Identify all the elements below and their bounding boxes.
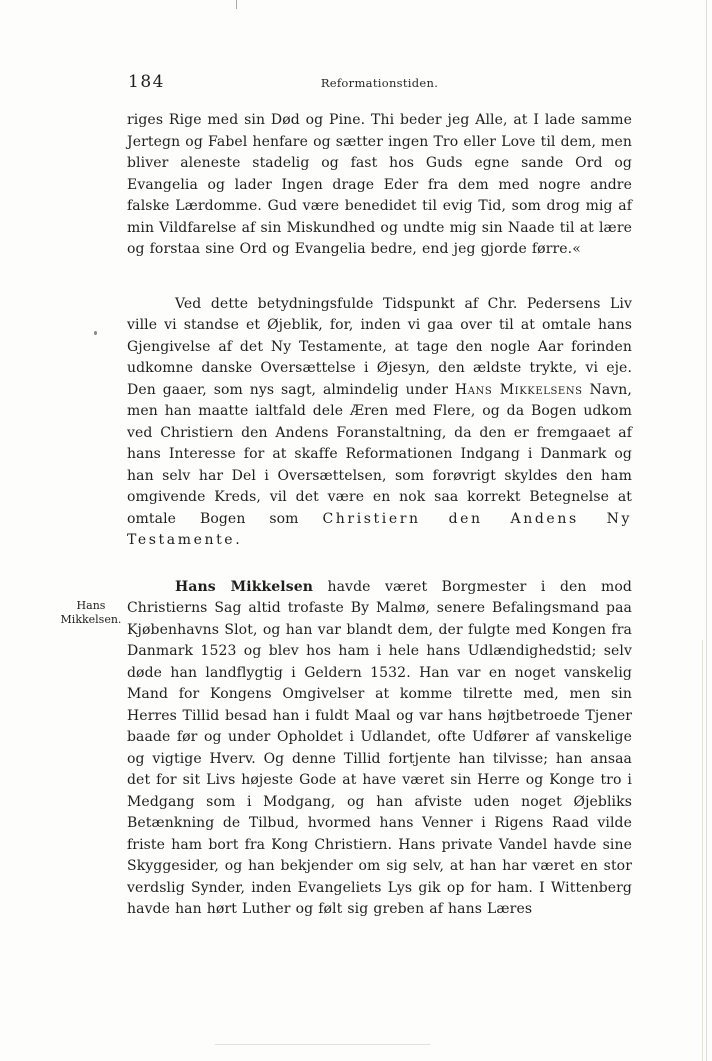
text-segment-normal: Ved dette betydningsfulde Tidspunkt af Chr. Pedersens Liv ville vi standse et Øjeblik, for, inden vi gaa over til at omtale hans Gjengivelse af det Ny Testamente, at tage den nogle Aar forinden udkomne danske Oversættelse i Øjesyn, den ældste trykte, vi eje. Den gaaer, som nys sagt, almindelig under	[127, 295, 632, 398]
paragraph	[127, 294, 632, 552]
text-block	[127, 110, 632, 921]
margin-note	[56, 599, 126, 627]
text-segment-spaced: Christiern den Andens Ny Testamente	[127, 510, 632, 548]
paragraph	[127, 110, 632, 261]
page-number: 184	[128, 72, 165, 92]
scan-artifact-top-tick	[236, 0, 237, 9]
margin-note-line: Mikkelsen.	[60, 613, 122, 626]
scan-artifact-right-edge	[706, 0, 707, 1061]
text-segment-normal: riges Rige med sin Død og Pine. Thi beder jeg Alle, at I lade samme Jertegn og Fabel henfare og sætter ingen Tro eller Love til dem, men bliver aleneste stadelig og fast hos Guds egne sande Ord og Evangelia og lader Ingen drage Eder fra dem med nogre andre falske Lærdomme. Gud være benedidet til evig Tid, som drog mig af min Vildfarelse af sin Miskundhed og undte mig sin Naade til at lære og forstaa sine Ord og Evangelia bedre, end jeg gjorde førre.«	[127, 112, 632, 257]
text-segment-bold: Hans Mikkelsen	[175, 578, 313, 595]
margin-note-line: Hans	[76, 599, 106, 612]
ink-speck	[94, 331, 97, 335]
text-segment-smallcaps: Hans Mikkelsens	[454, 381, 583, 398]
page-header	[127, 72, 632, 96]
text-segment-normal: havde været Borgmester i den mod Christierns Sag altid trofaste By Malmø, senere Befalingsmand paa Kjøbenhavns Slot, og han var blandt dem, der fulgte med Kongen fra Danmark 1523 og blev hos ham i hele hans Udlændighedstid; selv døde han landflygtig i Geldern 1532. Han var en noget vanskelig Mand for Kongens Omgivelser at komme tilrette med, men sin Herres Tillid besad han i fuldt Maal og var hans højtbetroede Tjener baade før og under Opholdet i Udlandet, ofte Udfører af vanskelige og vigtige Hverv. Og denne Tillid fortjente han tilvisse; han ansaa det for sit Livs højeste Gode at have været sin Herre og Konge tro i Medgang som i Modgang, og han afviste uden noget Øjebliks Betænkning de Tilbud, hvormed hans Venner i Rigens Raad vilde friste ham bort fra Kong Christiern. Hans private Vandel havde sine Skyggesider, og han bekjender om sig selv, at han har været en stor verdslig Synder, inden Evangeliets Lys gik op for ham. I Wittenberg havde han hørt Luther og følt sig greben af hans Læres	[127, 578, 632, 917]
paragraph	[127, 577, 632, 921]
text-segment-normal: .	[235, 532, 240, 548]
scan-artifact-right-edge-lower	[702, 640, 703, 1061]
scan-artifact-bottom	[215, 1044, 430, 1045]
text-segment-normal: Navn, men han maatte ialtfald dele Æren med Flere, og da Bogen udkom ved Christiern den Andens Foranstaltning, da den er fremgaaet af hans Interesse for at skaffe Reformationen Indgang i Danmark og han selv har Del i Oversættelsen, som forøvrigt skyldes den ham omgivende Kreds, vil det være en nok saa korrekt Betegnelse at omtale Bogen som	[127, 381, 632, 527]
running-head: Reformationstiden.	[320, 76, 439, 90]
